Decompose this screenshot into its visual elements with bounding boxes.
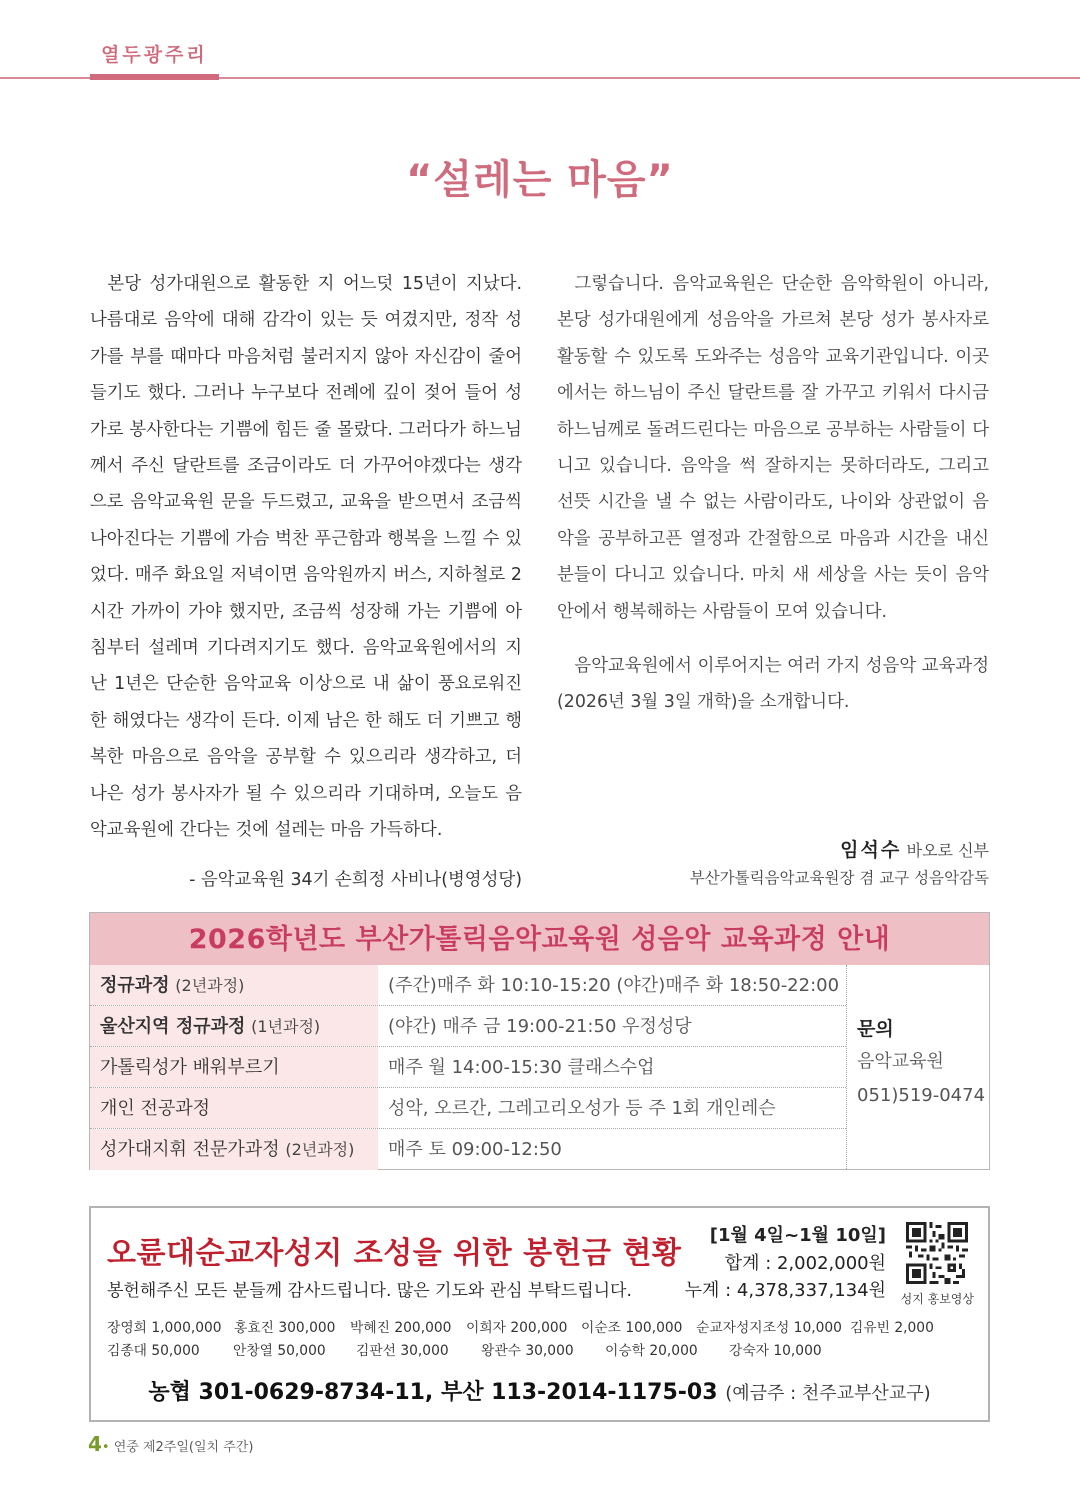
- table-row: [90, 1129, 846, 1170]
- donor-row: [107, 1339, 977, 1362]
- qr-label: 성지 홍보영상: [900, 1292, 974, 1306]
- section-label: 열두광주리: [101, 44, 208, 66]
- donor-entry: 이승학 20,000: [605, 1343, 698, 1359]
- donation-period: [1월 4일~1월 10일]: [709, 1225, 886, 1246]
- donation-title: 오륜대순교자성지 조성을 위한 봉헌금 현황: [107, 1236, 682, 1271]
- donor-entry: 홍효진 300,000: [234, 1320, 336, 1336]
- course-name-cell: 울산지역 정규과정 (1년과정): [90, 1006, 378, 1046]
- donation-box: [89, 1206, 990, 1422]
- course-time-cell: (야간) 매주 금 19:00-21:50 우정성당: [388, 1016, 692, 1037]
- donor-entry: 박혜진 200,000: [350, 1320, 452, 1336]
- author-title: 바오로 신부: [906, 841, 989, 860]
- course-table: [90, 965, 846, 1170]
- donation-cumulative: 누계 : 4,378,337,134원: [684, 1280, 886, 1301]
- table-row: [90, 1006, 846, 1047]
- donor-row: [107, 1316, 977, 1339]
- course-time-cell: 매주 토 09:00-12:50: [388, 1139, 562, 1160]
- intro-paragraph: 그렇습니다. 음악교육원은 단순한 음악학원이 아니라, 본당 성가대원에게 성음악을 가르쳐 본당 성가 봉사자로 활동할 수 있도록 도와주는 성음악 교육기관입니다. 이곳에서는 하느님이 주신 달란트를 잘 가꾸고 키워서 다시금 하느님께로 돌려드린다는 마음으로 공부하는 사람들이 다니고 있습니다. 음악을 썩 잘하지는 못하더라도, 그리고 선뜻 시간을 낼 수 없는 사람이라도, 나이와 상관없이 음악을 공부하고픈 열정과 간절함으로 마음과 시간을 내신 분들이 다니고 있습니다. 마치 새 세상을 사는 듯이 음악 안에서 행복해하는 사람들이 모여 있습니다.: [557, 274, 989, 622]
- course-time-cell: (주간)매주 화 10:10-15:20 (야간)매주 화 18:50-22:00: [388, 975, 840, 996]
- section-tab-underline: [90, 74, 219, 80]
- table-row: [90, 1088, 846, 1129]
- contact-org: 음악교육원: [857, 1051, 944, 1072]
- course-name-cell: 가톨릭성가 배워부르기: [90, 1047, 378, 1087]
- testimony-paragraph: 본당 성가대원으로 활동한 지 어느덧 15년이 지났다. 나름대로 음악에 대해 감각이 있는 듯 여겼지만, 정작 성가를 부를 때마다 마음처럼 불러지지 않아 자신감이 줄어들기도 했다. 그러나 누구보다 전례에 깊이 젖어 들어 성가로 봉사한다는 기쁨에 힘든 줄 몰랐다. 그러다가 하느님께서 주신 달란트를 조금이라도 더 가꾸어야겠다는 생각으로 음악교육원 문을 두드렸고, 교육을 받으면서 조금씩 나아진다는 기쁨에 가슴 벅찬 푸근함과 행복을 느낄 수 있었다. 매주 화요일 저녁이면 음악원까지 버스, 지하철로 2시간 가까이 가야 했지만, 조금씩 성장해 가는 기쁨에 아침부터 설레며 기다려지기도 했다. 음악교육원에서의 지난 1년은 단순한 음악교육 이상으로 내 삶이 풍요로워진 한 해였다는 생각이 든다. 이제 남은 한 해도 더 기쁘고 행복한 마음으로 음악을 공부할 수 있으리라 생각하고, 더 나은 성가 봉사자가 될 수 있으리라 기대하며, 오늘도 음악교육원에 간다는 것에 설레는 마음 가득하다.: [90, 274, 522, 841]
- bullet-icon: •: [101, 1440, 110, 1455]
- author-name: 임석수: [840, 839, 902, 861]
- donor-entry: 강숙자 10,000: [729, 1343, 822, 1359]
- table-row: [90, 965, 846, 1006]
- donor-list: [107, 1316, 977, 1362]
- course-name-cell: 개인 전공과정: [90, 1088, 378, 1128]
- course-name-cell: 정규과정 (2년과정): [90, 965, 378, 1005]
- page-number: 4: [88, 1432, 102, 1456]
- qr-code-icon[interactable]: [906, 1222, 968, 1284]
- article-left-column: [90, 266, 522, 898]
- donor-entry: 김유빈 2,000: [850, 1320, 934, 1336]
- donor-entry: 김종대 50,000: [107, 1343, 200, 1359]
- donation-total: 합계 : 2,002,000원: [724, 1253, 886, 1274]
- course-time-cell: 매주 월 14:00-15:30 클래스수업: [388, 1057, 655, 1078]
- account-holder: (예금주 : 천주교부산교구): [725, 1383, 931, 1404]
- donation-subtitle: 봉헌해주신 모든 분들께 감사드립니다. 많은 기도와 관심 부탁드립니다.: [107, 1281, 632, 1301]
- contact-cell: [846, 965, 989, 1169]
- account-numbers: 농협 301-0629-8734-11, 부산 113-2014-1175-03: [148, 1380, 718, 1405]
- donor-entry: 순교자성지조성 10,000: [696, 1320, 842, 1336]
- contact-label: 문의: [857, 1018, 894, 1040]
- course-name-cell: 성가대지휘 전문가과정 (2년과정): [90, 1129, 378, 1170]
- course-heading: 2026학년도 부산가톨릭음악교육원 성음악 교육과정 안내: [90, 913, 989, 965]
- donation-summary: [685, 1222, 886, 1304]
- course-info-box: [89, 912, 990, 1170]
- donor-entry: 안창열 50,000: [233, 1343, 326, 1359]
- article-right-column: [557, 266, 989, 721]
- bank-account: [91, 1375, 988, 1406]
- testimony-attribution: - 음악교육원 34기 손희정 사비나(병영성당): [189, 869, 522, 890]
- author-signature: [557, 836, 989, 891]
- donor-entry: 김판선 30,000: [356, 1343, 449, 1359]
- donor-entry: 왕관수 30,000: [481, 1343, 574, 1359]
- contact-phone: 051)519-0474: [857, 1085, 986, 1106]
- donor-entry: 이순조 100,000: [581, 1320, 683, 1336]
- table-row: [90, 1047, 846, 1088]
- donor-entry: 장영희 1,000,000: [107, 1320, 222, 1336]
- issue-label: 연중 제2주일(일치 주간): [109, 1440, 254, 1455]
- page-footer: [88, 1432, 253, 1456]
- donor-entry: 이희자 200,000: [466, 1320, 568, 1336]
- intro-paragraph-2: 음악교육원에서 이루어지는 여러 가지 성음악 교육과정(2026년 3월 3일 개학)을 소개합니다.: [557, 656, 989, 713]
- course-time-cell: 성악, 오르간, 그레고리오성가 등 주 1회 개인레슨: [388, 1098, 776, 1119]
- author-role: 부산가톨릭음악교육원장 겸 교구 성음악감독: [689, 869, 989, 887]
- article-title: “설레는 마음”: [406, 157, 674, 203]
